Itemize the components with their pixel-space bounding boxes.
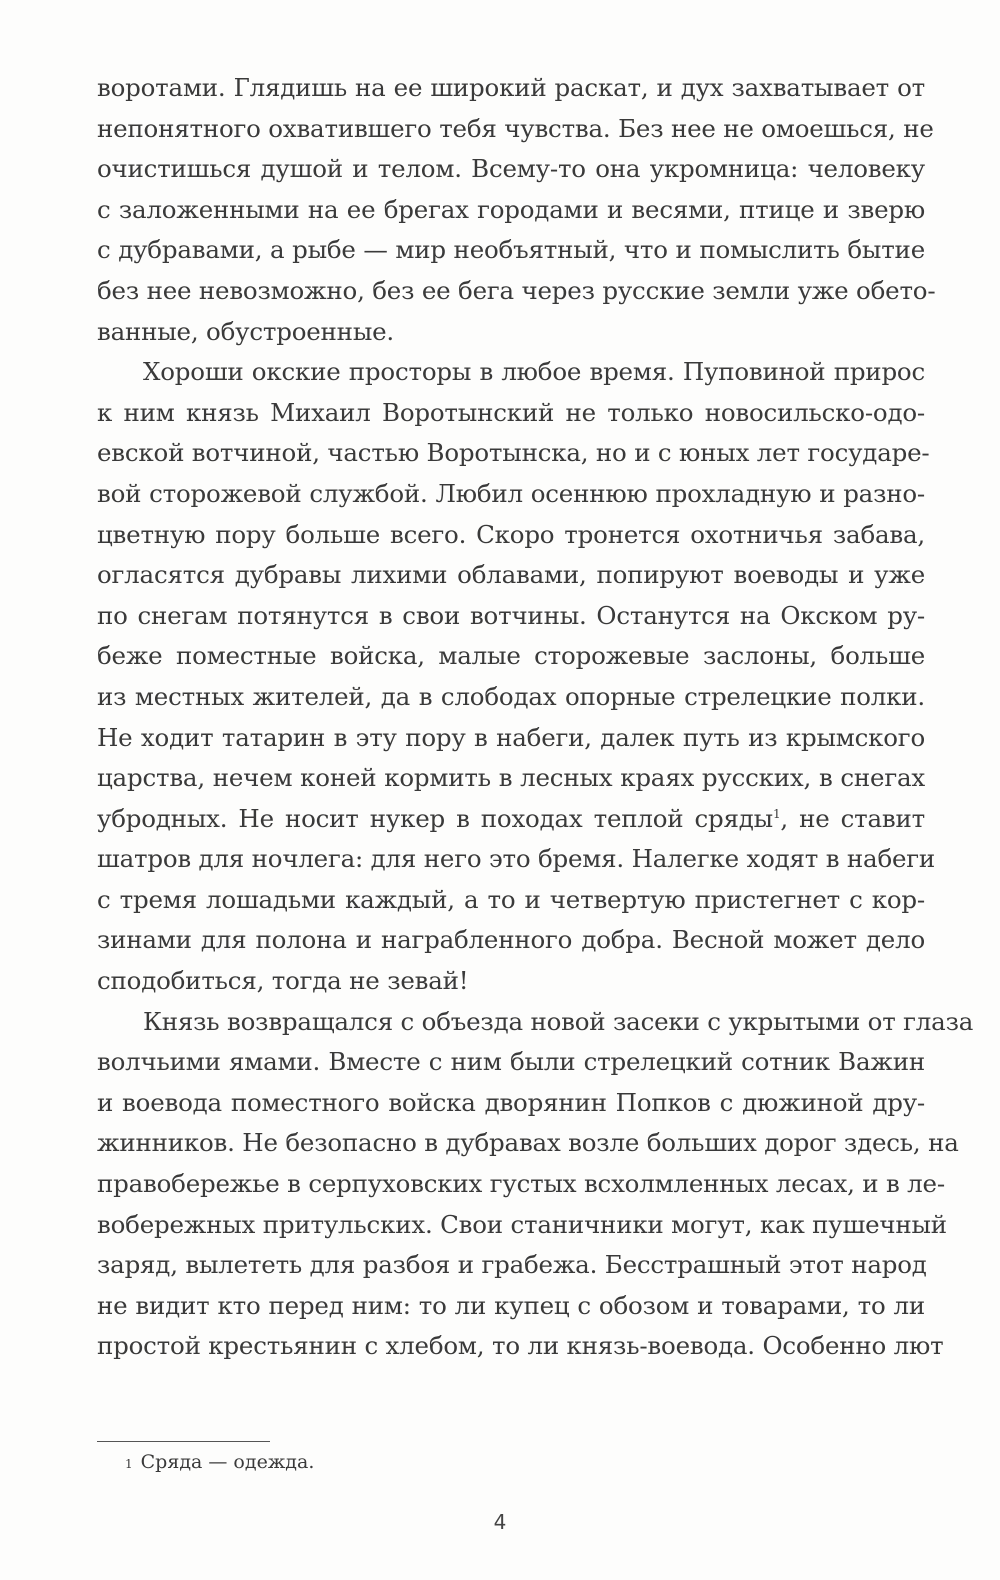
page-number: 4 (493, 1510, 507, 1534)
text-line: беже поместные войска, малые сторожевые заслоны, больше (97, 641, 925, 671)
text-line: зинами для полона и награбленного добра. Весной может дело (97, 925, 925, 955)
text-line: к ним князь Михаил Воротынский не только новосильско-одо- (97, 397, 925, 427)
text-line: из местных жителей, да в слободах опорные стрелецкие полки. (97, 681, 925, 711)
text-line: вой сторожевой службой. Любил осеннюю прохладную и разно- (97, 478, 925, 508)
text-line: шатров для ночлега: для него это бремя. Налегке ходят в набеги (97, 844, 936, 874)
text-line: непонятного охватившего тебя чувства. Без нее не омоешься, не (97, 113, 934, 143)
text-line: волчьими ямами. Вместе с ним были стрелецкий сотник Важин (97, 1047, 925, 1077)
text-line: Не ходит татарин в эту пору в набеги, далек путь из крымского (97, 722, 925, 752)
text-line: цветную пору больше всего. Скоро тронется охотничья забава, (97, 519, 925, 549)
footnote-divider (97, 1441, 270, 1442)
text-line: по снегам потянутся в свои вотчины. Останутся на Окском ру- (97, 600, 925, 630)
paragraph (97, 1002, 974, 1367)
text-line: убродных. Не носит нукер в походах теплой сряды$^1$, не ставит (97, 803, 925, 833)
text-line: жинников. Не безопасно в дубравах возле больших дорог здесь, на (97, 1128, 959, 1158)
footnote-reference: 1 (772, 806, 781, 821)
text-line: Хороши окские просторы в любое время. Пуповиной прирос (143, 357, 925, 387)
text-line: с тремя лошадьми каждый, а то и четвертую пристегнет с кор- (97, 884, 925, 914)
footnote (125, 1448, 315, 1476)
text-line: вобережных притульских. Свои станичники могут, как пушечный (97, 1209, 947, 1239)
text-line: правобережье в серпуховских густых всхолмленных лесах, и в ле- (97, 1169, 945, 1199)
text-line: с заложенными на ее брегах городами и весями, птице и зверю (97, 194, 925, 224)
body-text (97, 68, 974, 1367)
paragraph (97, 352, 936, 1002)
text-line: простой крестьянин с хлебом, то ли князь-воевода. Особенно лют (97, 1331, 944, 1361)
text-line: ванные, обустроенные. (97, 316, 395, 346)
text-line: и воевода поместного войска дворянин Попков с дюжиной дру- (97, 1087, 925, 1117)
text-line: с дубравами, а рыбе — мир необъятный, что и помыслить бытие (97, 235, 925, 265)
text-line: огласятся дубравы лихими облавами, попируют воеводы и уже (97, 560, 925, 590)
text-line: сподобиться, тогда не зевай! (97, 966, 469, 996)
paragraph (97, 68, 936, 352)
text-line: воротами. Глядишь на ее широкий раскат, и дух захватывает от (97, 73, 925, 102)
footnote-text: Сряда — одежда. (140, 1451, 315, 1473)
text-line: не видит кто перед ним: то ли купец с обозом и товарами, то ли (97, 1290, 925, 1320)
text-line: очистишься душой и телом. Всему-то она укромница: человеку (97, 154, 925, 184)
text-line: Князь возвращался с объезда новой засеки с укрытыми от глаза (143, 1006, 974, 1036)
text-line: царства, нечем коней кормить в лесных краях русских, в снегах (97, 763, 925, 793)
text-line: без нее невозможно, без ее бега через русские земли уже обето- (97, 275, 936, 305)
text-line: евской вотчиной, частью Воротынска, но и с юных лет государе- (97, 438, 930, 468)
text-line: заряд, вылететь для разбоя и грабежа. Бесстрашный этот народ (97, 1250, 927, 1280)
footnote-marker: 1 (125, 1457, 133, 1471)
